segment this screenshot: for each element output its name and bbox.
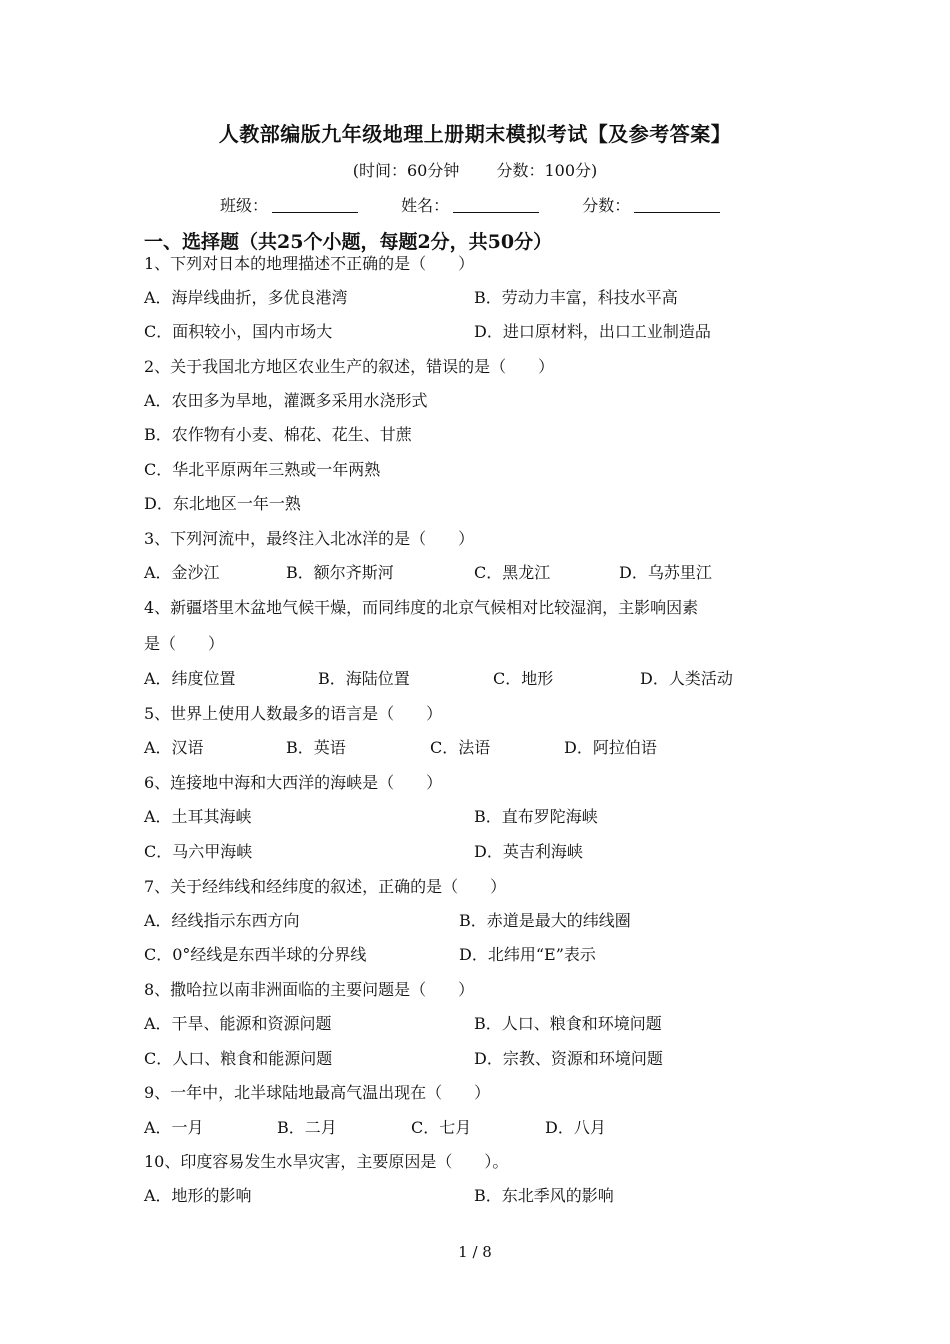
option: B．海陆位置: [318, 669, 410, 688]
page-number: 1 / 8: [458, 1243, 492, 1261]
name-blank[interactable]: [453, 196, 539, 213]
option: B．赤道是最大的纬线圈: [459, 911, 631, 930]
question-stem: 8、撒哈拉以南非洲面临的主要问题是（ ）: [144, 980, 475, 999]
option: C．0°经线是东西半球的分界线: [144, 945, 367, 964]
option: B．劳动力丰富，科技水平高: [474, 288, 678, 307]
option: D．东北地区一年一熟: [144, 494, 301, 513]
question-stem: 10、印度容易发生水旱灾害，主要原因是（ ）。: [144, 1152, 509, 1171]
option: B．额尔齐斯河: [286, 563, 394, 582]
option: C．七月: [411, 1118, 472, 1137]
option: C．人口、粮食和能源问题: [144, 1049, 333, 1068]
option: D．阿拉伯语: [564, 738, 657, 757]
option: C．地形: [493, 669, 554, 688]
option: C．法语: [430, 738, 491, 757]
option: D．八月: [545, 1118, 606, 1137]
option: D．乌苏里江: [619, 563, 712, 582]
exam-info: [0, 158, 950, 181]
option: A．干旱、能源和资源问题: [144, 1014, 332, 1033]
option: A．经线指示东西方向: [144, 911, 300, 930]
option: B．农作物有小麦、棉花、花生、甘蔗: [144, 425, 412, 444]
class-field: [220, 193, 358, 216]
question-stem: 4、新疆塔里木盆地气候干燥，而同纬度的北京气候相对比较湿润，主影响因素: [144, 598, 699, 617]
question-stem: 7、关于经纬线和经纬度的叙述，正确的是（ ）: [144, 877, 507, 896]
question-stem: 9、一年中，北半球陆地最高气温出现在（ ）: [144, 1083, 491, 1102]
student-fields: [220, 193, 758, 216]
name-field: [401, 193, 539, 216]
question-stem: 2、关于我国北方地区农业生产的叙述，错误的是（ ）: [144, 357, 555, 376]
option: A．纬度位置: [144, 669, 236, 688]
option: A．土耳其海峡: [144, 807, 252, 826]
question-stem: 6、连接地中海和大西洋的海峡是（ ）: [144, 773, 443, 792]
option: B．人口、粮食和环境问题: [474, 1014, 662, 1033]
option: C．马六甲海峡: [144, 842, 253, 861]
option: D．进口原材料，出口工业制造品: [474, 322, 711, 341]
class-blank[interactable]: [272, 196, 358, 213]
option: B．直布罗陀海峡: [474, 807, 598, 826]
question-stem: 5、世界上使用人数最多的语言是（ ）: [144, 704, 443, 723]
page-title: 人教部编版九年级地理上册期末模拟考试【及参考答案】: [218, 122, 732, 146]
option: C．黑龙江: [474, 563, 551, 582]
section-heading: 一、选择题（共25个小题，每题2分，共50分）: [144, 231, 553, 253]
time-info: (时间：60分钟: [352, 161, 460, 180]
option: A．汉语: [144, 738, 204, 757]
name-label: 姓名：: [401, 196, 450, 215]
option: A．一月: [144, 1118, 204, 1137]
option: D．北纬用“E”表示: [459, 945, 596, 964]
option: A．海岸线曲折，多优良港湾: [144, 288, 348, 307]
question-stem: 1、下列对日本的地理描述不正确的是（ ）: [144, 254, 475, 273]
option: A．农田多为旱地，灌溉多采用水浇形式: [144, 391, 428, 410]
option: B．英语: [286, 738, 346, 757]
option: C．华北平原两年三熟或一年两熟: [144, 460, 381, 479]
option: A．地形的影响: [144, 1186, 252, 1205]
option: D．宗教、资源和环境问题: [474, 1049, 663, 1068]
option: B．二月: [277, 1118, 337, 1137]
question-stem-continued: 是（ ）: [144, 634, 225, 653]
score-blank[interactable]: [634, 196, 720, 213]
option: A．金沙江: [144, 563, 220, 582]
option: D．人类活动: [640, 669, 733, 688]
score-field: [582, 193, 720, 216]
option: C．面积较小，国内市场大: [144, 322, 333, 341]
question-stem: 3、下列河流中，最终注入北冰洋的是（ ）: [144, 529, 475, 548]
class-label: 班级：: [220, 196, 269, 215]
option: B．东北季风的影响: [474, 1186, 614, 1205]
score-info: 分数：100分): [496, 161, 598, 180]
option: D．英吉利海峡: [474, 842, 583, 861]
score-label: 分数：: [582, 196, 631, 215]
